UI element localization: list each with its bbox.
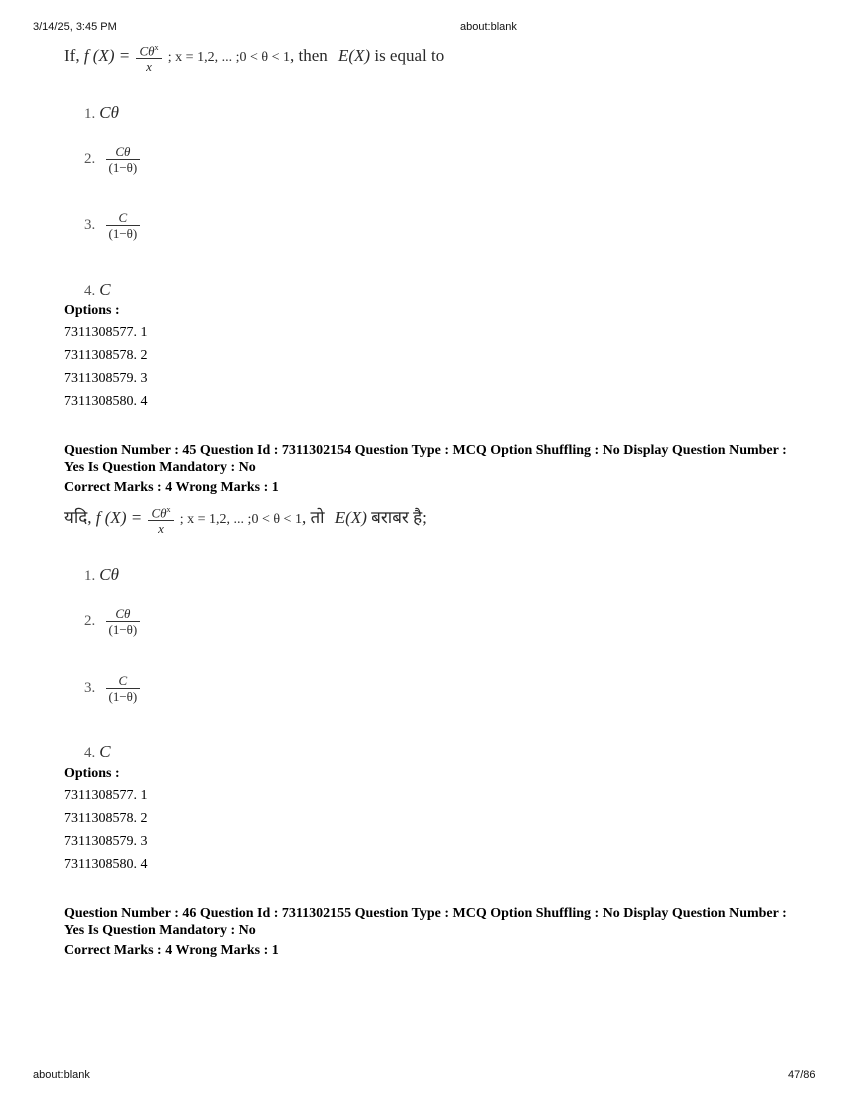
q44-option-2: 7311308578. 2: [64, 348, 148, 363]
q45-options-label: Options :: [64, 766, 120, 781]
q45-frac-num: Cθ: [151, 505, 167, 521]
q44-ex: E(X): [338, 46, 371, 66]
q45-option-3: 7311308579. 3: [64, 834, 148, 849]
q44-option-3: 7311308579. 3: [64, 371, 148, 386]
q44-frac-den: x: [146, 59, 152, 75]
q45-stem-prefix: यदि,: [64, 508, 92, 528]
q45-choice-3: 3. $\frac{C}{(1-\theta)}$: [84, 673, 142, 704]
q44-choice-2: 2. $\frac{C\theta}{(1-\theta)}$: [84, 144, 142, 175]
q44-options-label: Options :: [64, 303, 120, 318]
print-datetime: 3/14/25, 3:45 PM: [33, 21, 117, 33]
q45-stem: [64, 502, 427, 536]
q46-marks: Correct Marks : 4 Wrong Marks : 1: [64, 943, 279, 958]
print-footer-url: about:blank: [33, 1069, 90, 1081]
q45-frac-sup: x: [166, 505, 171, 514]
q45-meta: Question Number : 45 Question Id : 7311302154 Question Type : MCQ Option Shuffling : No Display Question Number : Yes Is Question Mandatory : No: [64, 443, 787, 475]
q44-choice-4: 4. C: [84, 280, 111, 299]
q44-option-1: 7311308577. 1: [64, 325, 148, 340]
q44-fx: f (X) =: [83, 46, 131, 66]
q44-stem: If, f (X) = $\frac{C\theta^x}{x}$ ; x = 1,2, ... ;0 < θ < 1, then E(X) is equal to: [64, 40, 444, 74]
q44-stem-prefix: If,: [64, 46, 80, 66]
q44-stem-fraction: [136, 40, 161, 74]
q44-frac-sup: x: [154, 43, 159, 52]
q45-stem-suffix: बराबर है;: [371, 508, 427, 528]
q45-option-1: 7311308577. 1: [64, 788, 148, 803]
q45-frac-den: x: [158, 521, 164, 537]
q44-then: then: [298, 46, 328, 66]
q45-stem-mid: , तो: [301, 508, 325, 528]
q45-choice-1: 1. Cθ: [84, 565, 119, 584]
q44-frac-num: Cθ: [139, 43, 155, 59]
print-title: about:blank: [460, 21, 517, 33]
q44-choice-1: 1. Cθ: [84, 103, 119, 122]
q45-marks: Correct Marks : 4 Wrong Marks : 1: [64, 480, 279, 495]
q44-choice-3: 3. $\frac{C}{(1-\theta)}$: [84, 210, 142, 241]
q46-meta: Question Number : 46 Question Id : 7311302155 Question Type : MCQ Option Shuffling : No Display Question Number : Yes Is Question Mandatory : No: [64, 906, 787, 938]
q45-stem-fraction: [148, 502, 173, 536]
print-page-number: 47/86: [788, 1069, 816, 1081]
q45-fx: f (X) =: [95, 508, 143, 528]
q44-option-4: 7311308580. 4: [64, 394, 148, 409]
q45-domain: ; x = 1,2, ... ;0 < θ < 1: [179, 512, 302, 528]
q45-ex: E(X): [334, 508, 367, 528]
q44-domain: ; x = 1,2, ... ;0 < θ < 1: [167, 50, 290, 66]
q45-choice-4: 4. C: [84, 742, 111, 761]
q45-option-4: 7311308580. 4: [64, 857, 148, 872]
q44-stem-suffix: is equal to: [374, 46, 445, 66]
q45-choice-2: 2. $\frac{C\theta}{(1-\theta)}$: [84, 606, 142, 637]
q45-option-2: 7311308578. 2: [64, 811, 148, 826]
